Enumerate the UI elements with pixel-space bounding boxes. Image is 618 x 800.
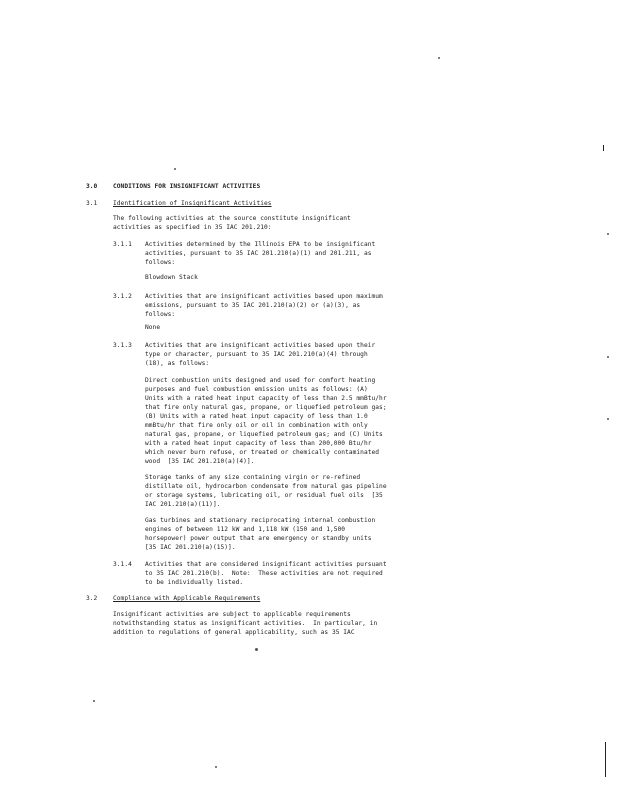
subsection-number: 3.2 bbox=[86, 595, 98, 602]
item-line: (18), as follows: bbox=[145, 360, 210, 367]
paragraph-line: wood [35 IAC 201.210(a)(4)]. bbox=[145, 458, 255, 465]
subsection-number: 3.1 bbox=[86, 200, 98, 207]
item-line: follows: bbox=[145, 259, 176, 266]
item-line: Activities that are considered insignificant activities pursuant bbox=[145, 561, 387, 568]
item-line: to 35 IAC 201.210(b). Note: These activities are not required bbox=[145, 570, 383, 577]
scan-speck bbox=[607, 418, 609, 420]
item-line: type or character, pursuant to 35 IAC 201.210(a)(4) through bbox=[145, 351, 368, 358]
paragraph-line: Storage tanks of any size containing virgin or re-refined bbox=[145, 474, 361, 481]
scan-speck bbox=[174, 168, 176, 170]
paragraph-line: or storage systems, lubricating oil, or residual fuel oils [35 bbox=[145, 492, 383, 499]
item-number: 3.1.4 bbox=[113, 561, 132, 568]
section-number: 3.0 bbox=[86, 183, 98, 190]
item-number: 3.1.3 bbox=[113, 342, 132, 349]
item-number: 3.1.2 bbox=[113, 293, 132, 300]
scan-speck bbox=[438, 57, 440, 59]
paragraph-line: natural gas, propane, or liquefied petroleum gas; and (C) Units bbox=[145, 431, 383, 438]
item-line: emissions, pursuant to 35 IAC 201.210(a)(2) or (a)(3), as bbox=[145, 302, 361, 309]
scan-speck bbox=[215, 766, 217, 768]
paragraph-line: notwithstanding status as insignificant activities. In particular, in bbox=[113, 620, 378, 627]
item-line: Activities that are insignificant activities based upon their bbox=[145, 342, 376, 349]
item-detail: None bbox=[145, 324, 161, 331]
paragraph-line: addition to regulations of general applicability, such as 35 IAC bbox=[113, 629, 355, 636]
paragraph-line: engines of between 112 kW and 1,118 kW (150 and 1,500 bbox=[145, 526, 346, 533]
paragraph-line: that fire only natural gas, propane, or liquefied petroleum gas; bbox=[145, 404, 387, 411]
subsection-title: Compliance with Applicable Requirements bbox=[113, 595, 261, 602]
scan-speck bbox=[607, 233, 609, 235]
item-number: 3.1.1 bbox=[113, 241, 132, 248]
scan-speck bbox=[607, 356, 609, 358]
paragraph-line: distillate oil, hydrocarbon condensate from natural gas pipeline bbox=[145, 483, 387, 490]
paragraph-line: Units with a rated heat input capacity of less than 2.5 mmBtu/hr bbox=[145, 395, 387, 402]
item-line: Activities that are insignificant activities based upon maximum bbox=[145, 293, 383, 300]
paragraph-line: (B) Units with a rated heat input capacity of less than 1.0 bbox=[145, 413, 368, 420]
margin-mark bbox=[603, 145, 604, 151]
margin-mark bbox=[605, 742, 606, 777]
paragraph-line: purposes and fuel combustion emission units as follows: (A) bbox=[145, 386, 368, 393]
paragraph-line: with a rated heat input capacity of less than 200,000 Btu/hr bbox=[145, 440, 372, 447]
item-line: activities, pursuant to 35 IAC 201.210(a)(1) and 201.211, as bbox=[145, 250, 372, 257]
item-line: Activities determined by the Illinois EPA to be insignificant bbox=[145, 241, 376, 248]
section-title: CONDITIONS FOR INSIGNIFICANT ACTIVITIES bbox=[113, 183, 261, 190]
paragraph-line: Direct combustion units designed and used for comfort heating bbox=[145, 377, 376, 384]
paragraph-line: Gas turbines and stationary reciprocating internal combustion bbox=[145, 517, 376, 524]
paragraph-line: mmBtu/hr that fire only oil or oil in combination with only bbox=[145, 422, 368, 429]
paragraph-line: which never burn refuse, or treated or chemically contaminated bbox=[145, 449, 380, 456]
item-detail: Blowdown Stack bbox=[145, 274, 198, 281]
intro-line: The following activities at the source constitute insignificant bbox=[113, 215, 351, 222]
item-line: to be individually listed. bbox=[145, 579, 244, 586]
paragraph-line: IAC 201.210(a)(11)]. bbox=[145, 501, 221, 508]
scan-speck bbox=[255, 648, 258, 651]
paragraph-line: [35 IAC 201.210(a)(15)]. bbox=[145, 544, 236, 551]
paragraph-line: horsepower) power output that are emergency or standby units bbox=[145, 535, 372, 542]
subsection-title: Identification of Insignificant Activities bbox=[113, 200, 272, 207]
intro-line: activities as specified in 35 IAC 201.210: bbox=[113, 224, 272, 231]
paragraph-line: Insignificant activities are subject to applicable requirements bbox=[113, 611, 351, 618]
item-line: follows: bbox=[145, 311, 176, 318]
scan-speck bbox=[93, 700, 95, 702]
